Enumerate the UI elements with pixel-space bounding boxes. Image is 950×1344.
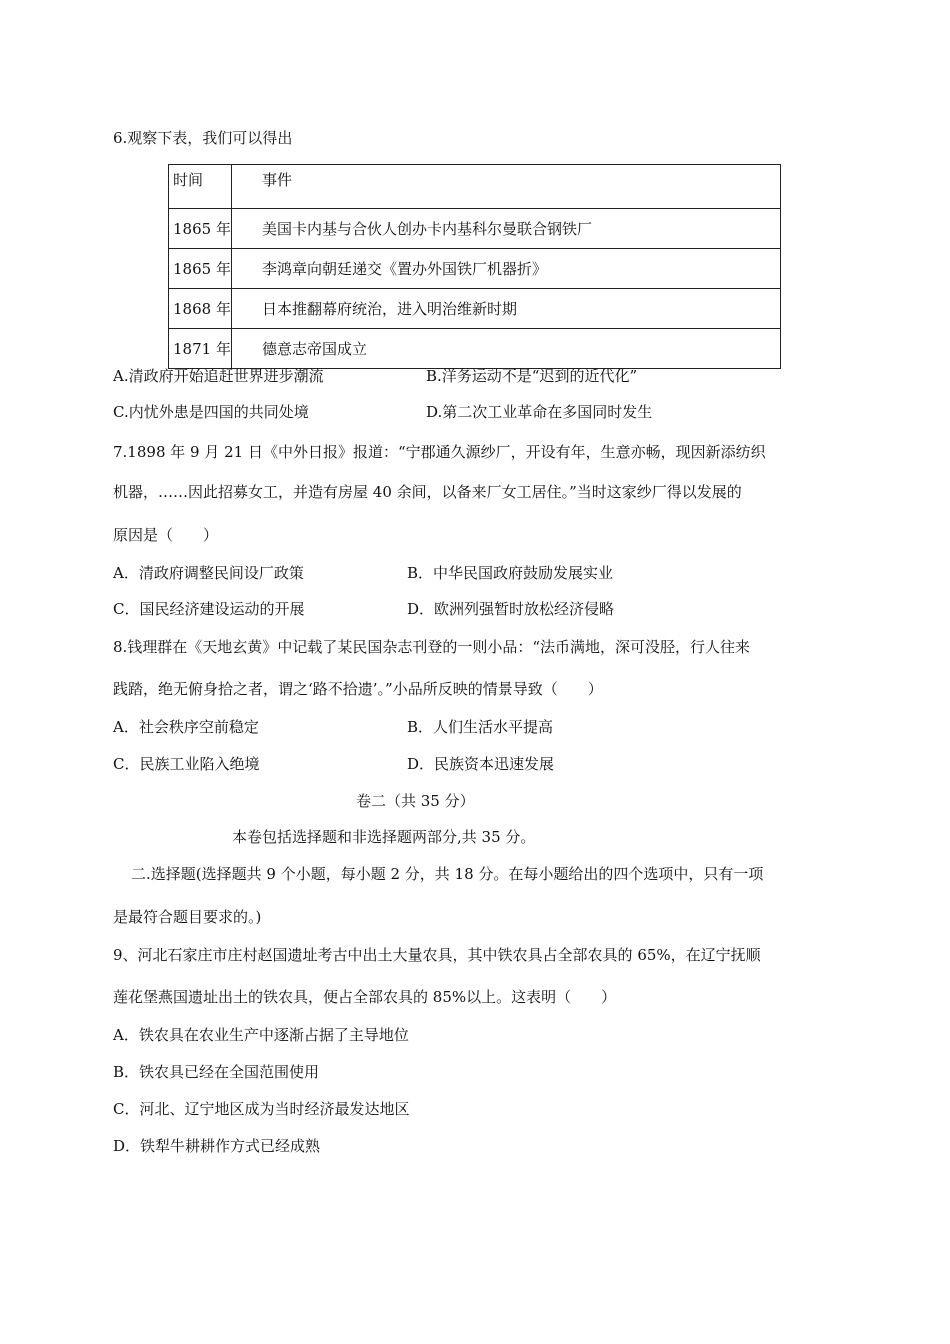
q8-option-a: A．社会秩序空前稳定 — [113, 718, 259, 736]
q9-option-c: C．河北、辽宁地区成为当时经济最发达地区 — [113, 1100, 410, 1118]
table-row — [169, 289, 781, 329]
table-cell-time: 1865 年 — [169, 209, 232, 249]
question-7-stem-line3: 原因是（ ） — [113, 526, 219, 544]
q8-option-c: C．民族工业陷入绝境 — [113, 755, 260, 773]
q7-option-c: C．国民经济建设运动的开展 — [113, 600, 305, 618]
table-cell-time: 1871 年 — [169, 329, 232, 369]
question-7-stem-line1: 7.1898 年 9 月 21 日《中外日报》报道：“宁郡通久源纱厂，开设有年，生意亦畅，现因新添纺织 — [113, 443, 766, 461]
table-row — [169, 329, 781, 369]
question-7-stem-line2: 机器，……因此招募女工，并造有房屋 40 余间，以备来厂女工居住。”当时这家纱厂得以发展的 — [113, 483, 742, 501]
table-cell-event: 德意志帝国成立 — [231, 329, 780, 369]
q9-option-a: A．铁农具在农业生产中逐渐占据了主导地位 — [113, 1026, 409, 1044]
table-row — [169, 209, 781, 249]
table-row — [169, 249, 781, 289]
q8-option-b: B．人们生活水平提高 — [407, 718, 554, 736]
q7-option-b: B．中华民国政府鼓励发展实业 — [407, 564, 614, 582]
table-header-event: 事件 — [231, 165, 780, 209]
section-2-note: 本卷包括选择题和非选择题两部分,共 35 分。 — [232, 828, 536, 846]
section-2-title: 卷二（共 35 分） — [356, 792, 475, 810]
table-header-row — [169, 165, 781, 209]
q9-option-b: B．铁农具已经在全国范围使用 — [113, 1063, 320, 1081]
q6-option-b: B.洋务运动不是“迟到的近代化” — [426, 367, 638, 385]
table-cell-event: 日本推翻幕府统治，进入明治维新时期 — [231, 289, 780, 329]
table-header-time: 时间 — [169, 165, 232, 209]
table-cell-event: 李鸿章向朝廷递交《置办外国铁厂机器折》 — [231, 249, 780, 289]
q7-option-d: D．欧洲列强暂时放松经济侵略 — [407, 600, 615, 618]
q6-option-c: C.内忧外患是四国的共同处境 — [113, 403, 309, 421]
events-table — [168, 164, 781, 369]
question-9-stem-line2: 莲花堡燕国遗址出土的铁农具，便占全部农具的 85%以上。这表明（ ） — [113, 988, 617, 1006]
q9-option-d: D．铁犁牛耕耕作方式已经成熟 — [113, 1137, 321, 1155]
table-cell-time: 1868 年 — [169, 289, 232, 329]
q8-option-d: D．民族资本迅速发展 — [407, 755, 555, 773]
question-8-stem-line2: 践踏，绝无俯身拾之者，谓之‘路不拾遗’。”小品所反映的情景导致（ ） — [113, 680, 603, 698]
q7-option-a: A．清政府调整民间设厂政策 — [113, 564, 304, 582]
question-8-stem-line1: 8.钱理群在《天地玄黄》中记载了某民国杂志刊登的一则小品：“法币满地，深可没胫，行人往来 — [113, 638, 750, 656]
question-6-stem: 6.观察下表，我们可以得出 — [113, 129, 293, 147]
table-cell-time: 1865 年 — [169, 249, 232, 289]
q6-option-d: D.第二次工业革命在多国同时发生 — [426, 403, 653, 421]
section-2-heading-line1: 二.选择题(选择题共 9 个小题，每小题 2 分，共 18 分。在每小题给出的四个选项中，只有一项 — [131, 865, 764, 883]
question-9-stem-line1: 9、河北石家庄市庄村赵国遗址考古中出土大量农具，其中铁农具占全部农具的 65%，在辽宁抚顺 — [113, 946, 761, 964]
q6-option-a: A.清政府开始追赶世界进步潮流 — [113, 367, 324, 385]
table-cell-event: 美国卡内基与合伙人创办卡内基科尔曼联合钢铁厂 — [231, 209, 780, 249]
section-2-heading-line2: 是最符合题目要求的。) — [113, 908, 262, 926]
